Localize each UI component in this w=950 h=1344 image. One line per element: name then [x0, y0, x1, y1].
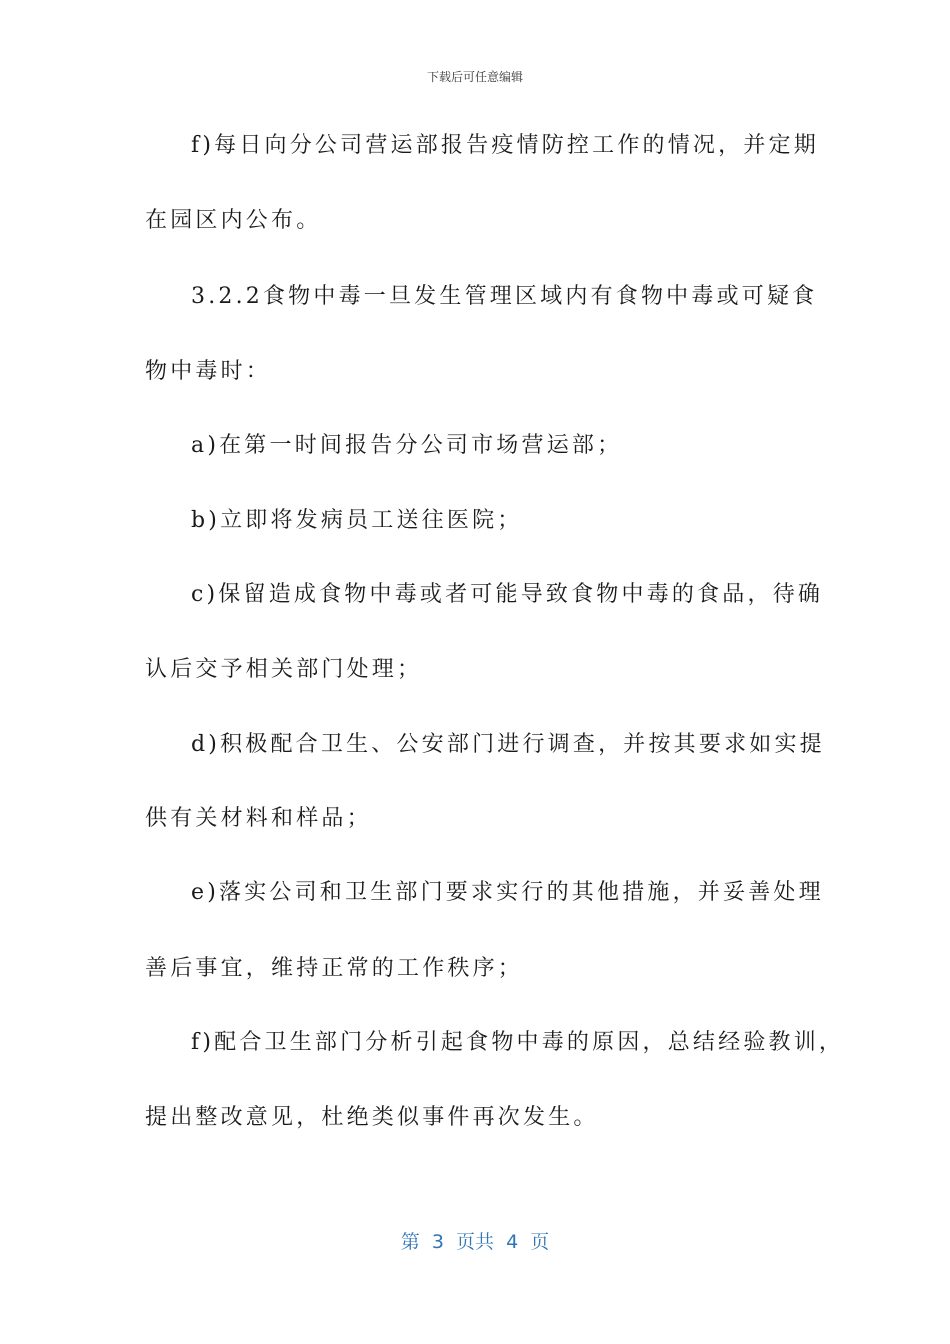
page-number-footer: 第 3 页共 4 页	[400, 1231, 550, 1253]
paragraph-line: d)积极配合卫生、公安部门进行调查，并按其要求如实提	[191, 732, 825, 757]
header-note: 下载后可任意编辑	[426, 70, 523, 84]
paragraph-line: 善后事宜，维持正常的工作秩序；	[145, 956, 524, 981]
paragraph-line: 物中毒时：	[145, 359, 272, 384]
paragraph-line: e)落实公司和卫生部门要求实行的其他措施，并妥善处理	[191, 880, 824, 905]
paragraph-line: 在园区内公布。	[145, 208, 322, 233]
paragraph-line: 提出整改意见，杜绝类似事件再次发生。	[145, 1105, 599, 1130]
paragraph-line: 3.2.2食物中毒一旦发生管理区域内有食物中毒或可疑食	[191, 284, 818, 309]
paragraph-line: a)在第一时间报告分公司市场营运部；	[191, 433, 623, 458]
paragraph-line: b)立即将发病员工送往医院；	[191, 508, 523, 533]
paragraph-line: c)保留造成食物中毒或者可能导致食物中毒的食品，待确	[191, 582, 824, 607]
paragraph-line: f)每日向分公司营运部报告疫情防控工作的情况，并定期	[191, 133, 819, 158]
paragraph-line: 供有关材料和样品；	[145, 806, 372, 831]
paragraph-line: 认后交予相关部门处理；	[145, 657, 423, 682]
paragraph-line: f)配合卫生部门分析引起食物中毒的原因，总结经验教训，	[191, 1030, 845, 1055]
